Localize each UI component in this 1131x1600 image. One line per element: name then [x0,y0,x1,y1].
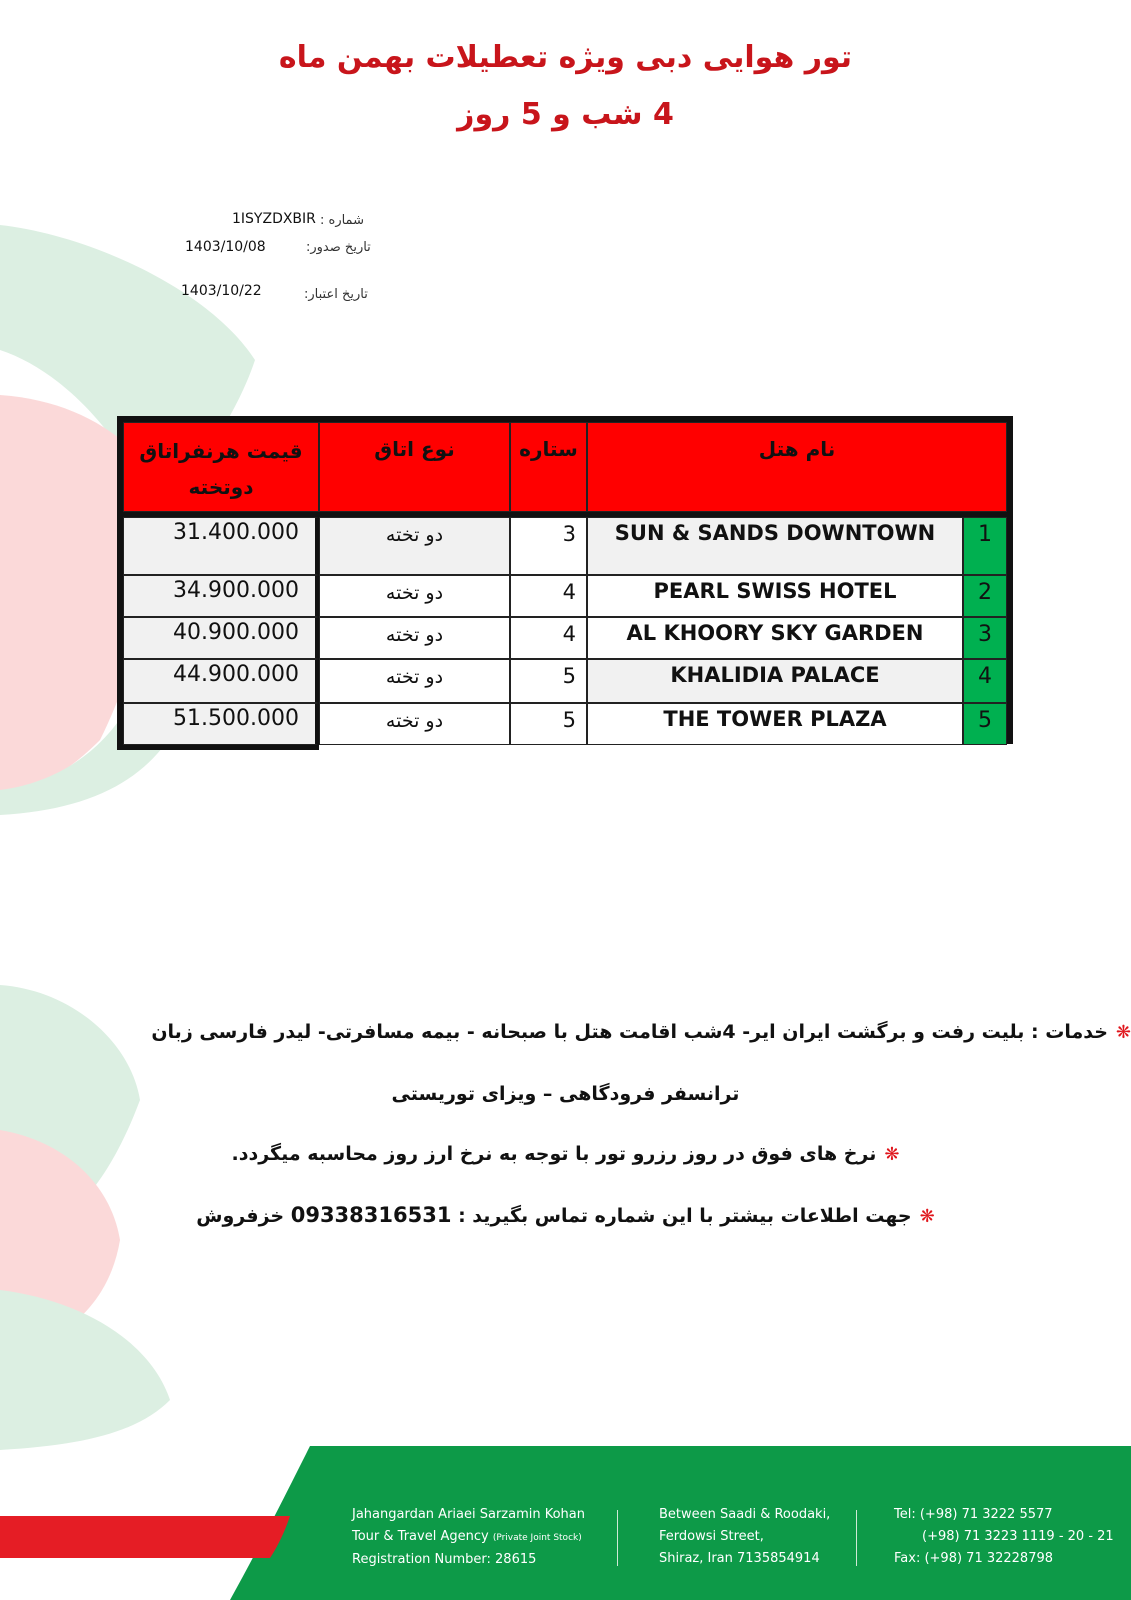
number-value: 1ISYZDXBIR [232,211,316,227]
footer-company-line2 [352,1526,585,1549]
flower-bullet-icon: ❋ [919,1206,935,1227]
row-2-price: 34.900.000 [123,575,319,617]
row-4-stars: 5 [510,659,587,703]
header-price-line2: دوتخته [188,475,254,499]
services-line2: ترانسفر فرودگاهی – ویزای توریستی [391,1083,740,1105]
header-room-type: نوع اتاق [319,422,510,512]
footer-contact [894,1504,1114,1570]
row-1-hotel: SUN & SANDS DOWNTOWN [587,517,963,575]
contact-phone: 09338316531 [290,1203,452,1227]
row-3-stars: 4 [510,617,587,659]
contact-note-prefix: جهت اطلاعات بیشتر با این شماره تماس بگیرید : [458,1205,912,1227]
row-1-number: 1 [963,517,1007,575]
row-2-number: 2 [963,575,1007,617]
valid-date-value: 1403/10/22 [181,283,262,299]
footer-address-line3: Shiraz, Iran 7135854914 [659,1551,820,1566]
flower-bullet-icon: ❋ [884,1144,900,1165]
services-note [115,1021,1131,1043]
footer-address-line1: Between Saadi & Roodaki, [659,1507,831,1522]
row-4-room: دو تخته [319,659,510,703]
footer-address [659,1504,830,1570]
header-stars: ستاره [510,422,587,512]
row-1-stars: 3 [510,517,587,575]
row-3-hotel: AL KHOORY SKY GARDEN [587,617,963,659]
table-left-border [117,416,123,750]
footer-company-line1: Jahangardan Ariaei Sarzamin Kohan [352,1507,586,1522]
header-hotel-name: نام هتل [587,422,1007,512]
row-4-price: 44.900.000 [123,659,319,703]
rates-note [0,1143,1131,1165]
header-price [123,422,319,512]
footer-tel-line2: (+98) 71 3223 1119 - 20 - 21 [922,1529,1114,1544]
flower-bullet-icon: ❋ [1115,1022,1131,1043]
issue-date-value: 1403/10/08 [185,239,266,255]
row-3-price: 40.900.000 [123,617,319,659]
contact-note [0,1203,1131,1227]
row-2-hotel: PEARL SWISS HOTEL [587,575,963,617]
page-subtitle: 4 شب و 5 روز [457,97,674,132]
footer-company [352,1504,585,1571]
header-separator [123,512,1007,517]
row-4-number: 4 [963,659,1007,703]
footer-tel-line1: Tel: (+98) 71 3222 5577 [894,1507,1053,1522]
valid-date-label: تاریخ اعتبار: [304,287,368,302]
row-2-stars: 4 [510,575,587,617]
row-3-number: 3 [963,617,1007,659]
row-5-hotel: THE TOWER PLAZA [587,703,963,745]
contact-name: خزفروش [196,1205,285,1227]
footer-divider-1 [617,1510,618,1566]
row-2-room: دو تخته [319,575,510,617]
number-label: شماره : [320,213,364,228]
table-top-border [117,416,1013,422]
footer-company-line2-main: Tour & Travel Agency [352,1529,489,1544]
issue-date-label: تاریخ صدور: [306,240,371,255]
row-1-room: دو تخته [319,517,510,575]
row-1-price: 31.400.000 [123,517,319,575]
row-4-hotel: KHALIDIA PALACE [587,659,963,703]
row-5-room: دو تخته [319,703,510,745]
services-line1: خدمات : بلیت رفت و برگشت ایران ایر- 4شب اقامت هتل با صبحانه - بیمه مسافرتی- لیدر فارسی زبان [151,1021,1108,1043]
row-3-room: دو تخته [319,617,510,659]
row-5-stars: 5 [510,703,587,745]
table-right-border [1007,416,1013,744]
footer-company-line2-small: (Private Joint Stock) [492,1533,582,1543]
footer-address-line2: Ferdowsi Street, [659,1529,764,1544]
footer-company-line3: Registration Number: 28615 [352,1552,537,1567]
footer-divider-2 [856,1510,857,1566]
footer-fax-line: Fax: (+98) 71 32228798 [894,1551,1054,1566]
rates-note-text: نرخ های فوق در روز رزرو تور با توجه به نرخ ارز روز محاسبه میگردد. [231,1143,877,1165]
table-bottom-border [117,745,319,750]
header-price-line1: قیمت هرنفراتاق [139,439,303,463]
page-title: تور هوایی دبی ویژه تعطیلات بهمن ماه [278,40,853,75]
row-5-price: 51.500.000 [123,703,319,745]
row-5-number: 5 [963,703,1007,745]
